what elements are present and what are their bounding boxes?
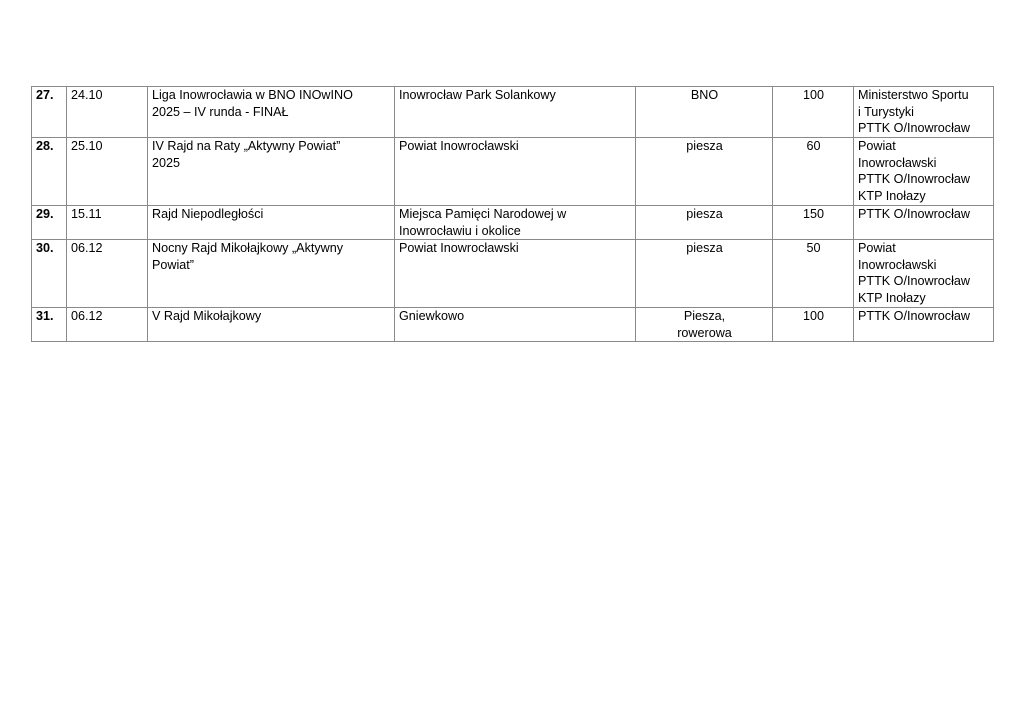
event-name-line: Liga Inowrocławia w BNO INOwINO xyxy=(152,88,353,102)
event-place xyxy=(395,138,636,206)
event-organizers xyxy=(854,87,994,138)
event-organizers-line: i Turystyki xyxy=(858,104,914,119)
event-organizers xyxy=(854,206,994,240)
event-number: 27. xyxy=(32,87,67,138)
event-participants: 50 xyxy=(773,240,854,308)
event-participants: 60 xyxy=(773,138,854,206)
event-type-line: piesza xyxy=(686,207,723,221)
event-number: 28. xyxy=(32,138,67,206)
event-type-line: rowerowa xyxy=(677,325,732,340)
event-name-line: Powiat” xyxy=(152,257,194,272)
event-number: 29. xyxy=(32,206,67,240)
event-organizers-line: KTP Inołazy xyxy=(858,290,926,305)
event-organizers xyxy=(854,240,994,308)
event-organizers xyxy=(854,308,994,342)
event-date: 25.10 xyxy=(67,138,148,206)
event-organizers-line: PTTK O/Inowrocław xyxy=(858,309,970,323)
table-row xyxy=(32,87,994,138)
event-participants: 150 xyxy=(773,206,854,240)
event-organizers-line: Ministerstwo Sportu xyxy=(858,88,969,102)
event-date: 06.12 xyxy=(67,308,148,342)
event-participants: 100 xyxy=(773,308,854,342)
event-type-line: piesza xyxy=(686,139,723,153)
event-participants: 100 xyxy=(773,87,854,138)
event-place-line: Inowrocławiu i okolice xyxy=(399,223,521,238)
event-name-line: IV Rajd na Raty „Aktywny Powiat” xyxy=(152,139,341,153)
event-place xyxy=(395,240,636,308)
event-place xyxy=(395,308,636,342)
event-name-line: Rajd Niepodległości xyxy=(152,207,264,221)
event-date: 24.10 xyxy=(67,87,148,138)
event-name xyxy=(148,138,395,206)
event-place-line: Miejsca Pamięci Narodowej w xyxy=(399,207,567,221)
event-name-line: Nocny Rajd Mikołajkowy „Aktywny xyxy=(152,241,344,255)
event-name xyxy=(148,87,395,138)
event-organizers-line: PTTK O/Inowrocław xyxy=(858,172,970,186)
event-type xyxy=(636,206,773,240)
event-place-line: Inowrocław Park Solankowy xyxy=(399,88,556,102)
event-organizers-line: PTTK O/Inowrocław xyxy=(858,207,970,221)
event-organizers-line: Powiat xyxy=(858,139,896,153)
event-date: 06.12 xyxy=(67,240,148,308)
events-table-body xyxy=(32,87,994,342)
event-organizers-line: KTP Inołazy xyxy=(858,188,926,203)
event-name xyxy=(148,240,395,308)
event-name-line: 2025 xyxy=(152,155,181,170)
event-name xyxy=(148,308,395,342)
event-organizers xyxy=(854,138,994,206)
event-place-line: Powiat Inowrocławski xyxy=(399,241,519,255)
event-place-line: Powiat Inowrocławski xyxy=(399,139,519,153)
event-organizers-line: Powiat xyxy=(858,241,896,255)
table-row xyxy=(32,240,994,308)
event-type xyxy=(636,87,773,138)
event-place-line: Gniewkowo xyxy=(399,309,465,323)
event-type-line: BNO xyxy=(690,88,719,102)
event-number: 31. xyxy=(32,308,67,342)
table-row xyxy=(32,206,994,240)
event-organizers-line: PTTK O/Inowrocław xyxy=(858,274,970,288)
event-organizers-line: Inowrocławski xyxy=(858,257,937,272)
event-organizers-line: PTTK O/Inowrocław xyxy=(858,121,970,135)
event-place xyxy=(395,87,636,138)
event-date: 15.11 xyxy=(67,206,148,240)
table-row xyxy=(32,308,994,342)
event-organizers-line: Inowrocławski xyxy=(858,155,937,170)
table-row xyxy=(32,138,994,206)
events-table xyxy=(31,86,994,342)
event-type xyxy=(636,308,773,342)
event-type-line: Piesza, xyxy=(683,309,726,323)
event-type-line: piesza xyxy=(686,241,723,255)
event-type xyxy=(636,240,773,308)
event-place xyxy=(395,206,636,240)
event-name-line: 2025 – IV runda - FINAŁ xyxy=(152,104,289,119)
event-name-line: V Rajd Mikołajkowy xyxy=(152,309,262,323)
event-name xyxy=(148,206,395,240)
event-type xyxy=(636,138,773,206)
event-number: 30. xyxy=(32,240,67,308)
